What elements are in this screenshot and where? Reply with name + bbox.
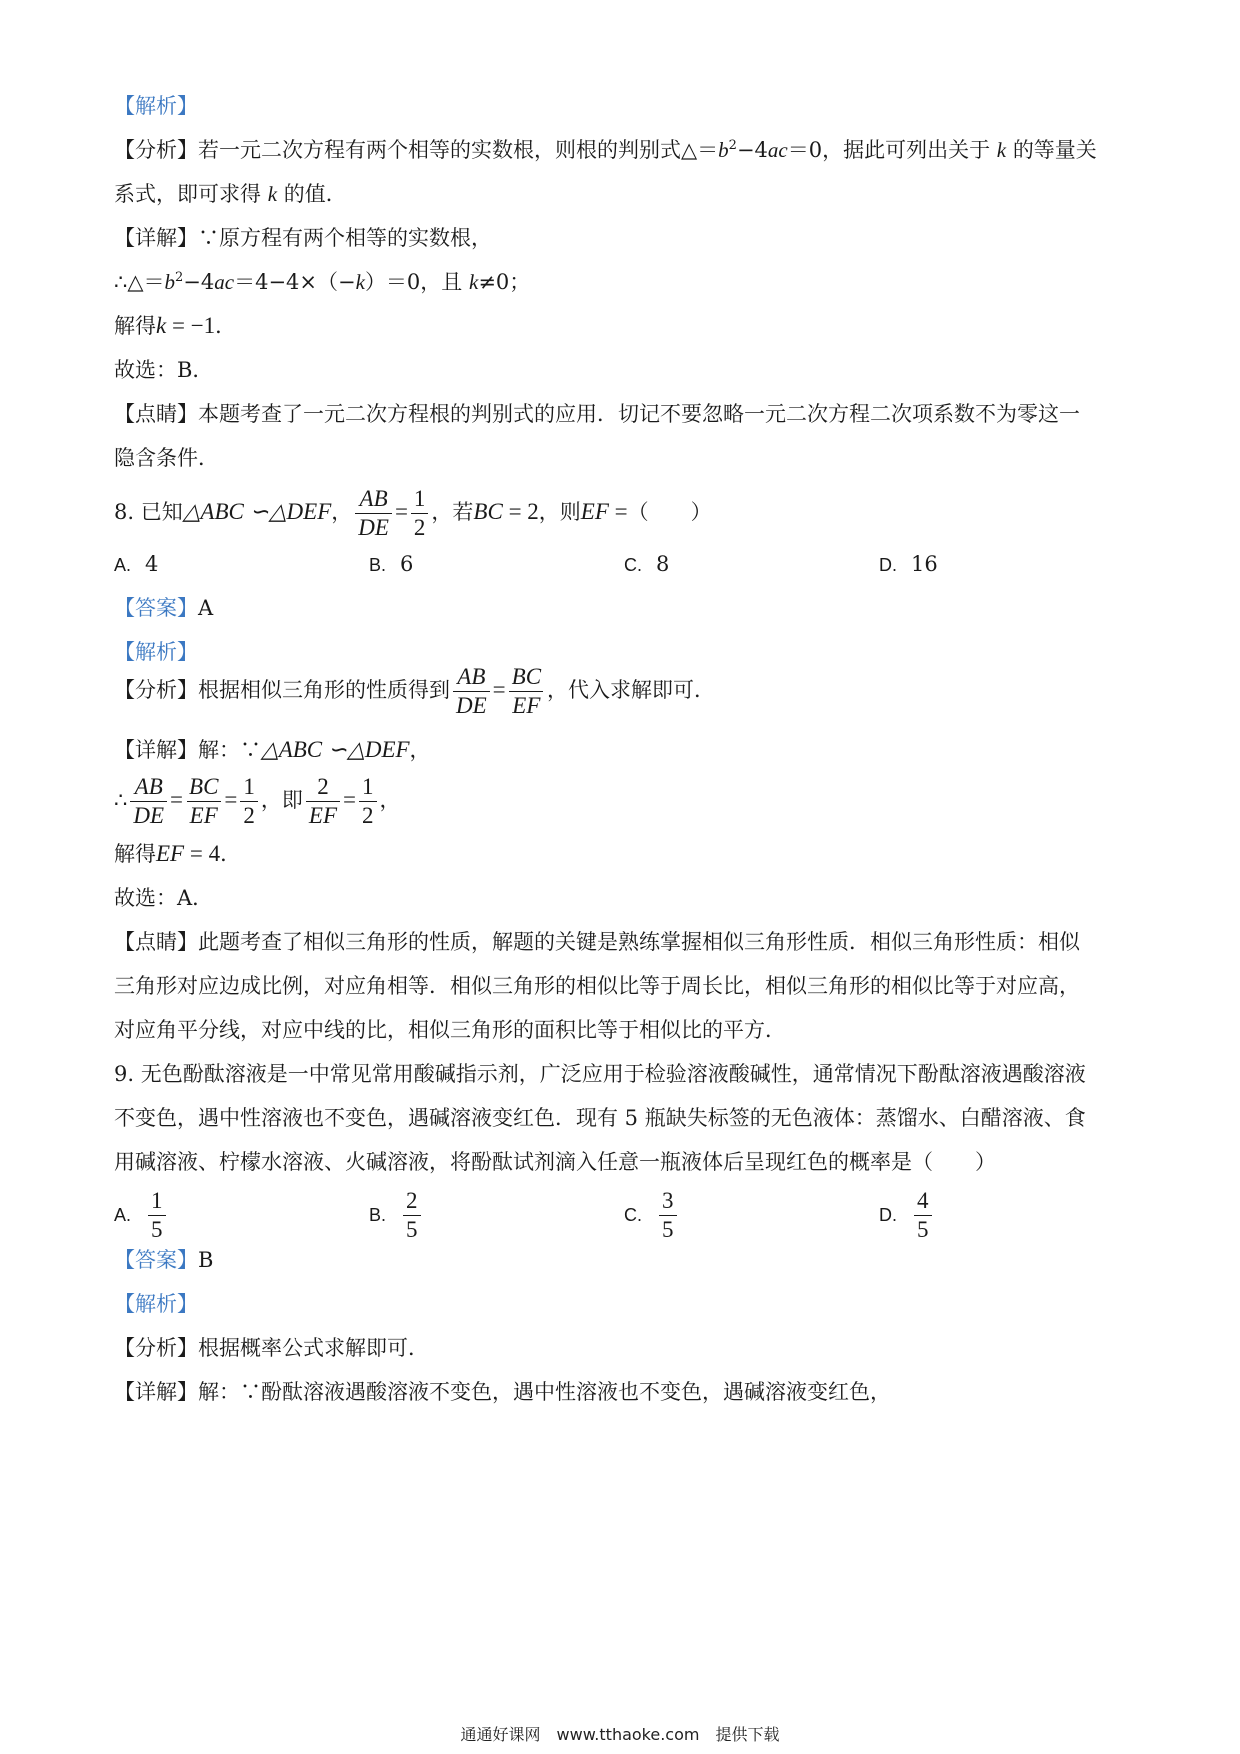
q8-comment-line2: 三角形对应边成比例，对应角相等．相似三角形的相似比等于周长比，相似三角形的相似比等于对应高， <box>114 974 1080 998</box>
q8-answer: 【答案】A <box>114 596 214 620</box>
xiangjie-tag: 【详解】 <box>114 226 198 250</box>
q8-fraction-ab-de: $\frac{AB}{DE}$ <box>355 485 392 542</box>
q9-analysis-line: 【分析】根据概率公式求解即可． <box>114 1336 429 1360</box>
q7-detail-line: 【详解】∵原方程有两个相等的实数根， <box>114 226 492 250</box>
jiexi-tag: 【解析】 <box>114 94 198 118</box>
q8-detail-line: 【详解】解：∵△ABC ∽△DEF， <box>114 737 431 762</box>
q9-stem-line2: 不变色，遇中性溶液也不变色，遇碱溶液变红色．现有 5 瓶缺失标签的无色液体：蒸馏水、白醋溶液、食 <box>114 1106 1086 1130</box>
q7-analysis-heading <box>114 92 198 120</box>
dianjing-tag: 【点睛】 <box>114 402 198 426</box>
q9-option-c: C. $\frac{3}{5}$ <box>624 1184 680 1245</box>
q9-stem-line3: 用碱溶液、柠檬水溶液、火碱溶液，将酚酞试剂滴入任意一瓶液体后呈现红色的概率是（ ） <box>114 1150 996 1174</box>
q8-option-d: D. 16 <box>879 552 938 576</box>
q8-stem: 8. 已知△ABC ∽△DEF， $\frac{AB}{DE}$ = $\frac{1}{2}$ ，若BC = 2，则EF =（ ） <box>114 486 712 540</box>
q8-ratio-line: ∴ $\frac{AB}{DE}$ = $\frac{BC}{EF}$ = $\frac{1}{2}$ ，即 $\frac{2}{EF}$ = $\frac{1}{2}$ ， <box>114 774 401 828</box>
q8-option-c: C. 8 <box>624 552 670 576</box>
q7-analysis-line1: 【分析】若一元二次方程有两个相等的实数根，则根的判别式$\triangle=b^2-4ac=0$，据此可列出关于 k 的等量关 <box>114 138 1097 162</box>
q8-choice-line: 故选：A． <box>114 886 214 910</box>
q8-option-a: A. 4 <box>114 552 159 576</box>
q8-comment-line1: 【点睛】此题考查了相似三角形的性质，解题的关键是熟练掌握相似三角形性质．相似三角形性质：相似 <box>114 930 1080 954</box>
q8-option-b: B. 6 <box>369 552 414 576</box>
daan-tag: 【答案】 <box>114 596 198 620</box>
q9-stem-line1: 9. 无色酚酞溶液是一中常见常用酸碱指示剂，广泛应用于检验溶液酸碱性，通常情况下酚酞溶液遇酸溶液 <box>114 1062 1086 1086</box>
q7-comment-line2: 隐含条件． <box>114 446 219 470</box>
q7-result-line: 解得k = −1． <box>114 313 237 338</box>
q7-comment-line1: 【点睛】本题考查了一元二次方程根的判别式的应用．切记不要忽略一元二次方程二次项系数不为零这一 <box>114 402 1080 426</box>
q9-analysis-heading: 【解析】 <box>114 1292 198 1316</box>
q7-discriminant-line: $\therefore\triangle=b^2-4ac=4-4\times(-k)=0$，且 k≠0； <box>114 270 531 294</box>
page-footer: 通通好课网 www.tthaoke.com 提供下载 <box>460 1725 780 1744</box>
q9-detail-line: 【详解】解：∵酚酞溶液遇酸溶液不变色，遇中性溶液也不变色，遇碱溶液变红色， <box>114 1380 891 1404</box>
fenxi-tag: 【分析】 <box>114 138 198 162</box>
q8-analysis-heading: 【解析】 <box>114 640 198 664</box>
q9-answer: 【答案】B <box>114 1248 214 1272</box>
q8-fraction-half: $\frac{1}{2}$ <box>411 485 429 542</box>
q8-comment-line3: 对应角平分线，对应中线的比，相似三角形的面积比等于相似比的平方． <box>114 1018 786 1042</box>
q8-analysis-line: 【分析】根据相似三角形的性质得到 $\frac{AB}{DE}$ = $\frac{BC}{EF}$ ，代入求解即可． <box>114 664 716 718</box>
q9-option-b: B. $\frac{2}{5}$ <box>369 1184 424 1245</box>
q9-option-d: D. $\frac{4}{5}$ <box>879 1184 935 1245</box>
q7-analysis-line2: 系式，即可求得 k 的值． <box>114 182 347 206</box>
q9-option-a: A. $\frac{1}{5}$ <box>114 1184 169 1245</box>
q7-choice-line: 故选：B． <box>114 358 214 382</box>
q8-result-line: 解得EF = 4． <box>114 841 242 866</box>
